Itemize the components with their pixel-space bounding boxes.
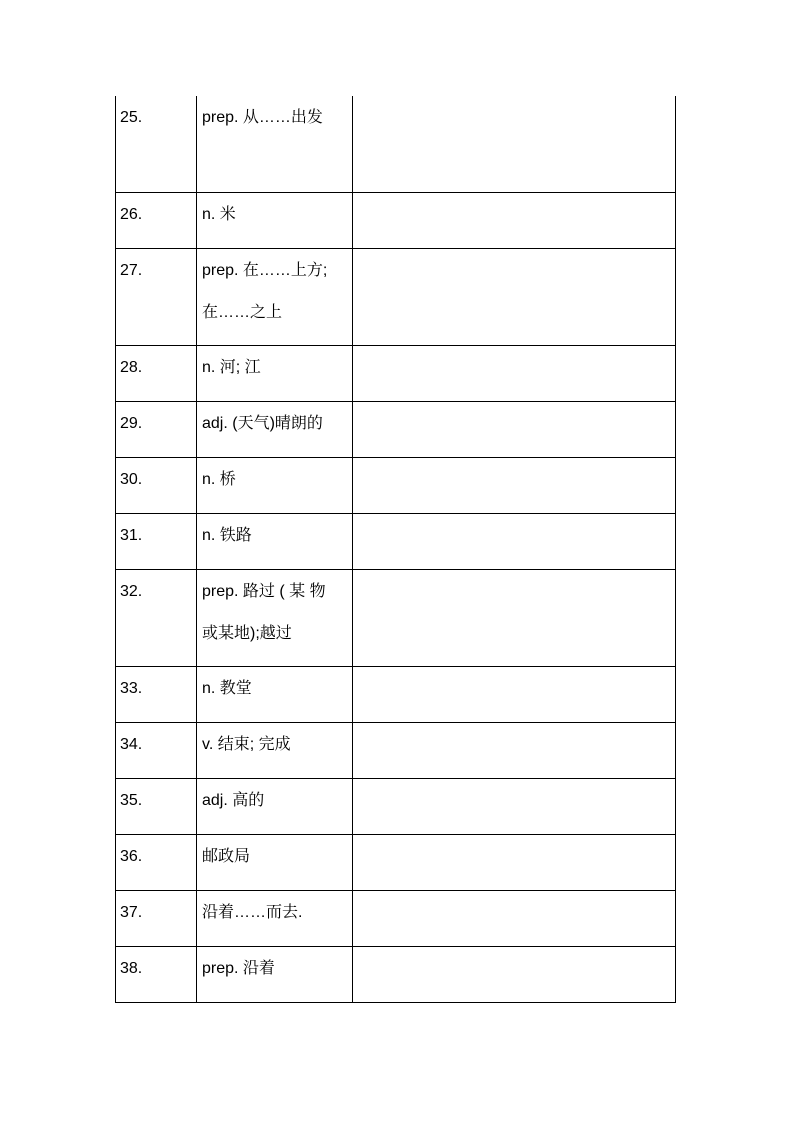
answer-cell[interactable]	[353, 249, 676, 346]
vocabulary-table-body	[116, 96, 676, 1003]
item-number: 25.	[120, 109, 143, 126]
meaning-cell	[197, 667, 353, 723]
item-number: 36.	[120, 848, 143, 865]
item-number-cell	[116, 96, 197, 193]
meaning-text-line: 沿着……而去.	[202, 904, 303, 921]
item-number-cell	[116, 402, 197, 458]
item-number-cell	[116, 458, 197, 514]
answer-cell[interactable]	[353, 947, 676, 1003]
item-number: 31.	[120, 527, 143, 544]
item-number-cell	[116, 723, 197, 779]
item-number-cell	[116, 346, 197, 402]
meaning-text-line: 或某地);越过	[202, 625, 292, 642]
table-row	[116, 346, 676, 402]
meaning-text-line: n. 铁路	[202, 527, 252, 544]
meaning-text-line: n. 河; 江	[202, 359, 261, 376]
item-number-cell	[116, 947, 197, 1003]
meaning-text-line: adj. (天气)晴朗的	[202, 415, 323, 432]
answer-cell[interactable]	[353, 667, 676, 723]
answer-cell[interactable]	[353, 402, 676, 458]
answer-cell[interactable]	[353, 458, 676, 514]
table-row	[116, 514, 676, 570]
meaning-cell	[197, 947, 353, 1003]
meaning-cell	[197, 570, 353, 667]
table-row	[116, 891, 676, 947]
meaning-text-line: n. 教堂	[202, 680, 252, 697]
meaning-text-line: 在……之上	[202, 304, 283, 321]
table-row	[116, 570, 676, 667]
answer-cell[interactable]	[353, 835, 676, 891]
meaning-cell	[197, 249, 353, 346]
table-row	[116, 249, 676, 346]
table-row	[116, 947, 676, 1003]
table-row	[116, 96, 676, 193]
item-number: 27.	[120, 262, 143, 279]
meaning-text-line: n. 米	[202, 206, 236, 223]
item-number-cell	[116, 514, 197, 570]
meaning-text-line: n. 桥	[202, 471, 236, 488]
meaning-cell	[197, 193, 353, 249]
item-number: 26.	[120, 206, 143, 223]
table-row	[116, 835, 676, 891]
item-number: 30.	[120, 471, 143, 488]
table-row	[116, 723, 676, 779]
meaning-text-line: prep. 从……出发	[202, 109, 323, 126]
table-row	[116, 779, 676, 835]
item-number-cell	[116, 249, 197, 346]
table-row	[116, 458, 676, 514]
meaning-cell	[197, 346, 353, 402]
meaning-cell	[197, 779, 353, 835]
answer-cell[interactable]	[353, 779, 676, 835]
item-number: 37.	[120, 904, 143, 921]
item-number-cell	[116, 891, 197, 947]
table-row	[116, 667, 676, 723]
item-number-cell	[116, 779, 197, 835]
meaning-cell	[197, 891, 353, 947]
item-number: 29.	[120, 415, 143, 432]
item-number-cell	[116, 570, 197, 667]
meaning-cell	[197, 402, 353, 458]
item-number: 35.	[120, 792, 143, 809]
answer-cell[interactable]	[353, 570, 676, 667]
meaning-text-line: prep. 路过 ( 某 物	[202, 583, 326, 600]
meaning-text-line: v. 结束; 完成	[202, 736, 291, 753]
answer-cell[interactable]	[353, 514, 676, 570]
meaning-text-line: prep. 在……上方;	[202, 262, 328, 279]
meaning-text-line: prep. 沿着	[202, 960, 275, 977]
item-number-cell	[116, 193, 197, 249]
answer-cell[interactable]	[353, 891, 676, 947]
item-number: 34.	[120, 736, 143, 753]
meaning-cell	[197, 514, 353, 570]
item-number: 28.	[120, 359, 143, 376]
meaning-text-line: 邮政局	[202, 848, 251, 865]
answer-cell[interactable]	[353, 723, 676, 779]
answer-cell[interactable]	[353, 346, 676, 402]
meaning-text-line: adj. 高的	[202, 792, 265, 809]
item-number: 33.	[120, 680, 143, 697]
meaning-cell	[197, 96, 353, 193]
answer-cell[interactable]	[353, 96, 676, 193]
item-number: 38.	[120, 960, 143, 977]
answer-cell[interactable]	[353, 193, 676, 249]
table-row	[116, 193, 676, 249]
item-number: 32.	[120, 583, 143, 600]
item-number-cell	[116, 835, 197, 891]
vocabulary-table	[115, 96, 676, 1003]
table-row	[116, 402, 676, 458]
meaning-cell	[197, 835, 353, 891]
item-number-cell	[116, 667, 197, 723]
meaning-cell	[197, 723, 353, 779]
meaning-cell	[197, 458, 353, 514]
